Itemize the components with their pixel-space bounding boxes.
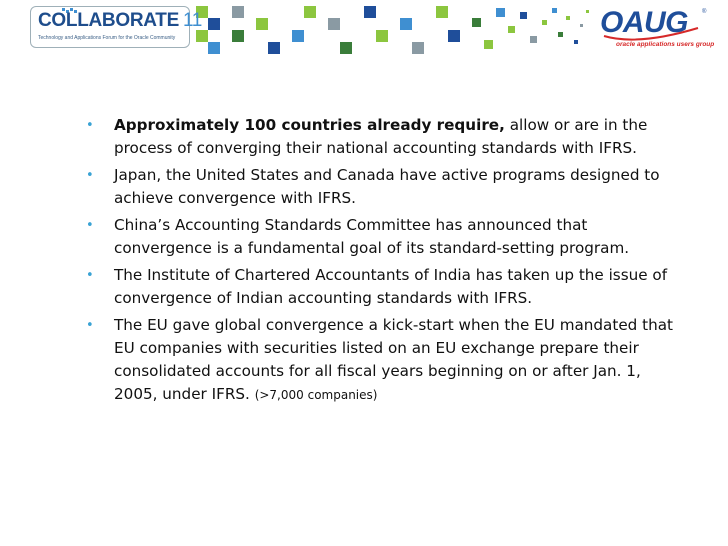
oaug-trademark: ® [702,9,707,15]
mosaic-square [364,6,376,18]
mosaic-square [484,40,493,49]
mosaic-square [586,10,589,13]
mosaic-square [232,6,244,18]
bullet-item [86,314,686,407]
collaborate-logo [30,6,203,48]
mosaic-square [558,32,563,37]
mosaic-square [268,42,280,54]
oaug-logo [598,6,715,54]
bullet-text: The EU gave global convergence a kick-start when the EU mandated that EU companies with securities listed on an EU exchange prepare their consolidated accounts for all fiscal years beginning on or after Jan. 1, 2005, under IFRS. [114,316,673,403]
slide-header [0,0,728,62]
mosaic-square [400,18,412,30]
mosaic-square [448,30,460,42]
mosaic-square [376,30,388,42]
bullet-item [86,264,686,310]
mosaic-square [436,6,448,18]
bullet-bold-text: Approximately 100 countries already require, [114,116,505,134]
mosaic-square [208,18,220,30]
bullet-item [86,164,686,210]
bullet-dot-icon: • [86,268,94,283]
bullet-text: The Institute of Chartered Accountants of India has taken up the issue of convergence of Indian accounting standards with IFRS. [114,266,668,307]
mosaic-square [292,30,304,42]
bullet-dot-icon: • [86,168,94,183]
mosaic-square [196,30,208,42]
mosaic-square [520,12,527,19]
mosaic-square [580,24,583,27]
bullet-list [86,114,686,411]
mosaic-square [566,16,570,20]
bullet-item [86,114,686,160]
mosaic-square [574,40,578,44]
mosaic-square [412,42,424,54]
mosaic-square [208,42,220,54]
bullet-dot-icon: • [86,118,94,133]
bullet-dot-icon: • [86,218,94,233]
mosaic-square [496,8,505,17]
bullet-text: Japan, the United States and Canada have active programs designed to achieve convergence with IFRS. [114,166,660,207]
oaug-tagline: oracle applications users group [616,41,715,48]
bullet-item [86,214,686,260]
mosaic-square [340,42,352,54]
mosaic-square [542,20,547,25]
bullet-text: allow or are in the process of converging their national accounting standards with IFRS. [114,116,648,157]
mosaic-square [552,8,557,13]
mosaic-square [256,18,268,30]
mosaic-square [232,30,244,42]
oaug-logo-title: OAUG [600,6,688,39]
bullet-dot-icon: • [86,318,94,333]
mosaic-square [472,18,481,27]
bullet-text: China’s Accounting Standards Committee has announced that convergence is a fundamental goal of its standard-setting program. [114,216,630,257]
collaborate-logo-subtitle: Technology and Applications Forum for the Oracle Community [38,35,176,41]
mosaic-square [328,18,340,30]
mosaic-square [508,26,515,33]
collaborate-logo-title: COLLABORATE 11 [38,10,203,31]
mosaic-square [530,36,537,43]
bullet-small-note: (>7,000 companies) [254,388,378,402]
mosaic-square [304,6,316,18]
